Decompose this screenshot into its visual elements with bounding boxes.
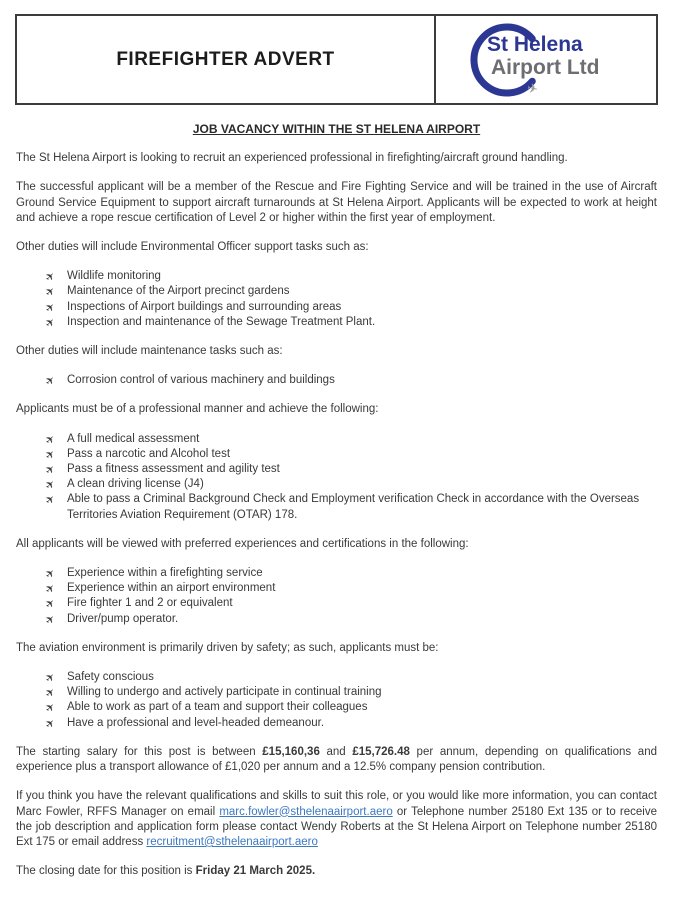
list-item — [43, 700, 657, 717]
list-item-text: Pass a fitness assessment and agility test — [67, 463, 280, 476]
salary-paragraph — [16, 745, 657, 775]
vacancy-heading: JOB VACANCY WITHIN THE ST HELENA AIRPORT — [192, 122, 481, 136]
list-item — [43, 300, 657, 316]
list-item-text: Wildlife monitoring — [67, 270, 161, 283]
list-item — [43, 447, 657, 463]
contact-paragraph — [16, 789, 657, 850]
airplane-bullet-icon: ✈ — [43, 493, 59, 509]
salary-amount-high: £15,726.48 — [352, 745, 410, 758]
salary-text-mid: and — [319, 745, 353, 758]
list-item — [43, 373, 657, 389]
airplane-bullet-icon: ✈ — [43, 269, 59, 285]
maintenance-tasks-list — [16, 373, 657, 388]
list-item — [43, 284, 657, 301]
list-item-text: A clean driving license (J4) — [67, 478, 204, 491]
airplane-bullet-icon: ✈ — [43, 373, 59, 389]
airplane-bullet-icon: ✈ — [43, 701, 59, 717]
airplane-bullet-icon: ✈ — [43, 447, 59, 463]
list-item-text: Pass a narcotic and Alcohol test — [67, 447, 231, 460]
list-item-text: Able to work as part of a team and support their colleagues — [67, 701, 368, 714]
list-item — [43, 269, 657, 285]
environmental-tasks-list — [16, 269, 657, 330]
logo-name-line2: Airport Ltd — [491, 55, 600, 79]
list-item — [43, 670, 657, 686]
list-item — [43, 432, 657, 448]
maintenance-intro-paragraph: Other duties will include maintenance tasks such as: — [16, 345, 283, 358]
list-item-text: Experience within a firefighting service — [67, 567, 263, 580]
logo-name-line1: St Helena — [487, 32, 583, 56]
closing-text: The closing date for this position is — [16, 865, 196, 878]
list-item-text: Inspection and maintenance of the Sewage Treatment Plant. — [67, 315, 376, 328]
airplane-bullet-icon: ✈ — [43, 462, 59, 478]
header-table — [15, 14, 658, 105]
list-item-text: Maintenance of the Airport precinct gardens — [67, 285, 290, 298]
list-item — [43, 685, 657, 701]
marc-fowler-email-link[interactable]: marc.fowler@sthelenaairport.aero — [219, 805, 393, 818]
salary-text-post: per annum, depending on qualifications and experience plus a transport allowance of £1,020 per annum and a 12.5% company pension contribution. — [16, 745, 657, 774]
professional-intro-paragraph: Applicants must be of a professional manner and achieve the following: — [16, 403, 379, 416]
airplane-bullet-icon: ✈ — [43, 670, 59, 686]
list-item-text: Have a professional and level-headed demeanour. — [67, 716, 325, 729]
closing-date-paragraph — [16, 864, 657, 879]
preferred-intro-paragraph: All applicants will be viewed with preferred experiences and certifications in the following: — [16, 537, 469, 550]
environmental-intro-paragraph: Other duties will include Environmental Officer support tasks such as: — [16, 241, 369, 254]
airplane-bullet-icon: ✈ — [43, 432, 59, 448]
list-item-text: Willing to undergo and actively participate in continual training — [67, 686, 382, 699]
airplane-bullet-icon: ✈ — [43, 597, 59, 613]
successful-applicant-paragraph: The successful applicant will be a member of the Rescue and Fire Fighting Service and will be trained in the use of Aircraft Ground Service Equipment to support aircraft turnarounds at St Helena Airport. Applicants will be expected to work at height and achieve a rope rescue certification of Level 2 or higher within the first year of employment. — [16, 181, 657, 224]
list-item — [43, 315, 657, 331]
airplane-bullet-icon: ✈ — [43, 477, 59, 493]
list-item — [43, 596, 657, 613]
contact-text-2: or Telephone number 25180 Ext 135 or to receive the job description and application form please contact Wendy Roberts at the St Helena Airport on Telephone number 25180 Ext 175 or email address — [16, 805, 657, 848]
list-item-text: Corrosion control of various machinery and buildings — [67, 374, 335, 387]
salary-text-pre: The starting salary for this post is between — [16, 745, 263, 758]
requirements-list — [16, 432, 657, 523]
list-item-text: A full medical assessment — [67, 432, 200, 445]
document-body — [0, 105, 673, 879]
safety-intro-paragraph: The aviation environment is primarily driven by safety; as such, applicants must be: — [16, 641, 439, 654]
list-item — [43, 462, 657, 478]
closing-date: Friday 21 March 2025. — [195, 865, 316, 878]
logo-cell — [434, 16, 656, 103]
list-item-text: Fire fighter 1 and 2 or equivalent — [67, 597, 233, 610]
recruitment-email-link[interactable]: recruitment@sthelenaairport.aero — [146, 835, 318, 848]
list-item — [43, 492, 657, 522]
safety-attributes-list — [16, 670, 657, 731]
list-item-text: Able to pass a Criminal Background Check and Employment verification Check in accordance with the Overseas Territories Aviation Requirement (OTAR) 178. — [67, 493, 640, 521]
airplane-bullet-icon: ✈ — [43, 566, 59, 582]
airplane-bullet-icon: ✈ — [43, 685, 59, 701]
airplane-bullet-icon: ✈ — [43, 581, 59, 597]
advert-title: FIREFIGHTER ADVERT — [116, 48, 335, 70]
airplane-bullet-icon: ✈ — [43, 285, 59, 301]
list-item-text: Driver/pump operator. — [67, 612, 179, 625]
title-cell — [17, 16, 434, 103]
list-item-text: Inspections of Airport buildings and surrounding areas — [67, 300, 342, 313]
preferred-experience-list — [16, 566, 657, 627]
list-item — [43, 566, 657, 582]
contact-text-1: If you think you have the relevant qualifications and skills to suit this role, or you would like more information, you can contact Marc Fowler, RFFS Manager on email — [16, 790, 657, 818]
logo-plane-icon: ✈ — [525, 79, 540, 97]
list-item — [43, 581, 657, 597]
airplane-bullet-icon: ✈ — [43, 300, 59, 316]
airplane-bullet-icon: ✈ — [43, 716, 59, 732]
salary-amount-low: £15,160,36 — [262, 745, 320, 758]
company-logo — [461, 21, 631, 99]
list-item-text: Safety conscious — [67, 671, 154, 684]
intro-paragraph: The St Helena Airport is looking to recruit an experienced professional in firefighting/aircraft ground handling. — [16, 152, 568, 165]
list-item — [43, 716, 657, 732]
list-item-text: Experience within an airport environment — [67, 582, 276, 595]
list-item — [43, 477, 657, 493]
airplane-bullet-icon: ✈ — [43, 315, 59, 331]
airplane-bullet-icon: ✈ — [43, 612, 59, 628]
list-item — [43, 612, 657, 628]
